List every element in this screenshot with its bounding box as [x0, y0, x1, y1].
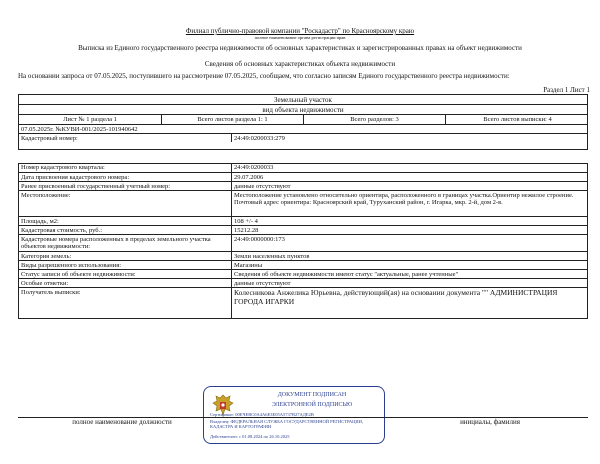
field-label: Кадастровые номера расположенных в пределах земельного участка объектов недвижимости:	[21, 236, 211, 250]
field-label: Виды разрешенного использования:	[21, 262, 122, 269]
table-row	[19, 181, 587, 190]
field-label: Категория земель:	[21, 253, 72, 260]
sheet-number: Лист № 1 раздела 1	[63, 116, 117, 123]
table-row	[19, 216, 587, 225]
section-label: Раздел 1 Лист 1	[543, 86, 590, 94]
authority-name: Филиал публично-правовой компании "Роскадастр" по Красноярскому краю	[185, 27, 415, 35]
table-row	[19, 287, 587, 319]
field-value: данные отсутствуют	[231, 182, 589, 190]
stamp-validity: Действителен: с 01.08.2024 по 26.10.2025	[210, 434, 290, 439]
field-label: Дата присвоения кадастрового номера:	[21, 174, 130, 181]
characteristics-table	[18, 163, 588, 319]
object-header-table	[18, 94, 588, 150]
stamp-owner: Владелец: ФЕДЕРАЛЬНАЯ СЛУЖБА ГОСУДАРСТВЕННОЙ РЕГИСТРАЦИИ, КАДАСТРА И КАРТОГРАФИИ	[210, 419, 364, 429]
field-value: 108 +/- 4	[231, 217, 589, 225]
field-value: Сведения об объекте недвижимости имеют статус "актуальные, ранее учтенные"	[231, 270, 589, 278]
authority-caption: полное наименование органа регистрации прав	[254, 35, 346, 40]
field-value: Земли населенных пунктов	[231, 252, 589, 260]
table-row	[19, 234, 587, 251]
name-caption: инициалы, фамилия	[460, 418, 520, 426]
stamp-line-2: ЭЛЕКТРОННОЙ ПОДПИСЬЮ	[271, 402, 353, 408]
table-row	[19, 260, 587, 269]
table-row	[19, 278, 587, 287]
field-label: Местоположение:	[21, 192, 71, 199]
field-value: Колесникова Анжелика Юрьевна, действующий(ая) на основании документа "" АДМИНИСТРАЦИЯ ГОРОДА ИГАРКИ	[231, 288, 589, 319]
field-label: Ранее присвоенный государственный учетный номер:	[21, 183, 171, 190]
stamp-line-1: ДОКУМЕНТ ПОДПИСАН	[277, 392, 347, 398]
position-caption: полное наименование должности	[72, 418, 172, 426]
field-label: Площадь, м2:	[21, 218, 59, 225]
sheets-total: Всего листов выписки: 4	[445, 115, 589, 124]
table-row	[19, 251, 587, 260]
cadastral-value: 24:49:0200033:279	[231, 134, 589, 142]
field-value: 15212.28	[231, 226, 589, 234]
section-title: Сведения об основных характеристиках объекта недвижимости	[204, 60, 396, 68]
electronic-signature-stamp	[203, 386, 385, 444]
field-value: данные отсутствуют	[231, 279, 589, 287]
object-type: Земельный участок	[274, 96, 332, 104]
field-value: 24:49:0200033	[231, 163, 589, 172]
field-label: Получатель выписки:	[21, 289, 81, 296]
extract-title: Выписка из Единого государственного реестра недвижимости об основных характеристиках и зарегистрированных правах на объект недвижимости	[78, 44, 522, 52]
table-row	[19, 163, 587, 172]
field-label: Статус записи об объекте недвижимости:	[21, 271, 136, 278]
field-value: 29.07.2006	[231, 173, 589, 181]
sheet-info-row	[19, 114, 587, 124]
cadastral-row	[19, 133, 587, 142]
field-value: 24:49:0000000:173	[231, 235, 589, 251]
stamp-certificate: Сертификат: 00ЕЧЕВС0А4А6ЕЗЕ05А5737В27АДЕ2В	[210, 412, 314, 417]
cadastral-label: Кадастровый номер:	[21, 135, 78, 142]
object-type-caption: вид объекта недвижимости	[262, 106, 344, 114]
table-row	[19, 172, 587, 181]
date-reference: 07.05.2025г. №КУВИ-001/2025-101940642	[21, 126, 138, 133]
request-text: На основании запроса от 07.05.2025, поступившего на рассмотрение 07.05.2025, сообщаем, что согласно записям Единого государственного реестра недвижимости:	[18, 72, 510, 80]
field-value: Магазины	[231, 261, 589, 269]
field-label: Кадастровая стоимость, руб.:	[21, 227, 103, 234]
sheets-in-section: Всего листов раздела 1: 1	[161, 115, 303, 124]
field-label: Номер кадастрового квартала:	[21, 164, 105, 171]
table-row	[19, 190, 587, 216]
field-label: Особые отметки:	[21, 280, 69, 287]
table-row	[19, 269, 587, 278]
field-value: Местоположение установлено относительно ориентира, расположенного в границах участка.Ориентир нежилое строение. Почтовый адрес ориентира: Красноярский край, Туруханский район, г. Игарка, мкр. 2-й, дом 2-в.	[231, 191, 589, 216]
sections-total: Всего разделов: 3	[303, 115, 445, 124]
table-row	[19, 225, 587, 234]
